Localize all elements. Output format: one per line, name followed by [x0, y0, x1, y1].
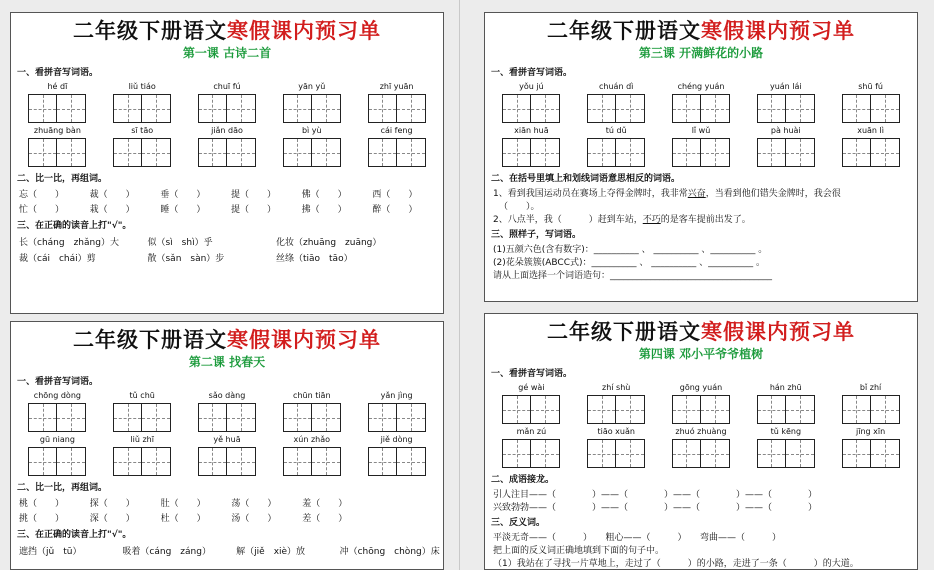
- writing-cell[interactable]: [701, 439, 730, 468]
- writing-cell[interactable]: [786, 395, 815, 424]
- writing-boxes: [757, 395, 815, 424]
- pattern-line-3: 请从上面选择一个词语造句：____________________________________: [493, 271, 773, 281]
- pinyin-label: zhī yuān: [379, 82, 414, 91]
- pinyin-label: chuī fú: [213, 82, 241, 91]
- section-heading: 一、看拼音写词语。: [17, 68, 99, 78]
- section-heading: 一、看拼音写词语。: [491, 68, 573, 78]
- pinyin-label: yuán lái: [769, 82, 802, 91]
- pinyin-word: [489, 82, 574, 123]
- pinyin-word: [828, 427, 913, 468]
- writing-cell[interactable]: [757, 439, 786, 468]
- writing-boxes: [757, 439, 815, 468]
- pinyin-word: [574, 383, 659, 424]
- lesson-title: 第一课 古诗二首: [182, 46, 272, 60]
- list-item: 佛（ ）: [301, 190, 347, 200]
- writing-cell[interactable]: [368, 138, 397, 167]
- list-item: 吸着（cáng záng）: [122, 547, 211, 557]
- pinyin-label: gōng yuán: [679, 383, 723, 392]
- writing-boxes: [283, 94, 341, 123]
- writing-cell[interactable]: [283, 94, 312, 123]
- writing-cell[interactable]: [672, 395, 701, 424]
- list-item: 化妆（zhuāng zuāng）: [275, 238, 382, 248]
- pinyin-word: [489, 427, 574, 468]
- writing-cell[interactable]: [842, 395, 871, 424]
- writing-cell[interactable]: [502, 138, 531, 167]
- section-heading: 一、看拼音写词语。: [491, 369, 573, 379]
- pinyin-word: [354, 126, 439, 167]
- pinyin-label: jiě dòng: [380, 435, 413, 444]
- writing-boxes: [587, 439, 645, 468]
- writing-boxes: [368, 403, 426, 432]
- idiom-chain-1: 引人注目——（ ）——（ ）——（ ）——（ ）: [493, 490, 818, 500]
- pattern-line-2: (2)花朵簇簇(ABCC式)：__________ 、 __________ 、__________ 。: [493, 258, 765, 268]
- writing-cell[interactable]: [198, 94, 227, 123]
- writing-boxes: [842, 439, 900, 468]
- list-item: 提（ ）: [230, 190, 276, 200]
- writing-cell[interactable]: [587, 395, 616, 424]
- writing-boxes: [198, 94, 256, 123]
- pinyin-label: lǐ wǔ: [691, 126, 711, 135]
- question-1-cont: （ ）。: [499, 202, 540, 212]
- writing-boxes: [502, 439, 560, 468]
- writing-boxes: [283, 447, 341, 476]
- writing-boxes: [368, 138, 426, 167]
- writing-cell[interactable]: [57, 138, 86, 167]
- writing-boxes: [198, 403, 256, 432]
- writing-cell[interactable]: [283, 403, 312, 432]
- pinyin-label: xuān lì: [857, 126, 884, 135]
- list-item: 杜（ ）: [160, 514, 206, 524]
- pinyin-grid: [485, 82, 917, 167]
- pinyin-word: [15, 391, 100, 432]
- pinyin-label: sī tāo: [131, 126, 154, 135]
- pinyin-label: yǒu jú: [519, 82, 544, 91]
- section-heading: 二、比一比，再组词。: [17, 174, 108, 184]
- pinyin-word: [743, 427, 828, 468]
- section-heading: 三、反义词。: [491, 518, 546, 528]
- writing-cell[interactable]: [227, 447, 256, 476]
- writing-cell[interactable]: [397, 403, 426, 432]
- lesson-title: 第二课 找春天: [188, 355, 266, 369]
- pinyin-label: xiān huā: [514, 126, 549, 135]
- pinyin-label: hé dī: [47, 82, 68, 91]
- list-item: 挑（ ）: [19, 514, 65, 524]
- pinyin-word: [659, 82, 744, 123]
- writing-boxes: [198, 447, 256, 476]
- pinyin-label: chūn tiān: [293, 391, 331, 400]
- writing-cell[interactable]: [113, 447, 142, 476]
- writing-cell[interactable]: [502, 94, 531, 123]
- writing-boxes: [283, 403, 341, 432]
- writing-cell[interactable]: [312, 94, 341, 123]
- writing-boxes: [28, 447, 86, 476]
- list-item: 遮挡（jǔ tū）: [19, 547, 82, 557]
- writing-cell[interactable]: [397, 447, 426, 476]
- list-item: 睡（ ）: [160, 205, 206, 215]
- pinyin-word: [828, 82, 913, 123]
- pinyin-word: [574, 126, 659, 167]
- pinyin-label: chéng yuán: [677, 82, 725, 91]
- list-item: 忙（ ）: [19, 205, 65, 215]
- pinyin-word: [15, 126, 100, 167]
- pinyin-word: [659, 383, 744, 424]
- writing-cell[interactable]: [842, 439, 871, 468]
- pinyin-word: [489, 126, 574, 167]
- list-item: 似（sì shì）乎: [147, 238, 213, 248]
- writing-cell[interactable]: [871, 94, 900, 123]
- lesson-title: 第四课 邓小平爷爷植树: [638, 347, 764, 361]
- writing-cell[interactable]: [616, 138, 645, 167]
- writing-cell[interactable]: [227, 138, 256, 167]
- writing-cell[interactable]: [57, 447, 86, 476]
- pinyin-label: tǔ chū: [129, 391, 155, 400]
- pinyin-word: [354, 391, 439, 432]
- writing-cell[interactable]: [871, 138, 900, 167]
- writing-cell[interactable]: [227, 94, 256, 123]
- pinyin-word: [185, 435, 270, 476]
- pinyin-label: tǔ kēng: [770, 427, 802, 436]
- list-item: 荡（ ）: [231, 499, 277, 509]
- list-item: 西（ ）: [372, 190, 418, 200]
- pinyin-word: [659, 427, 744, 468]
- pinyin-label: gū niang: [39, 435, 75, 444]
- list-item: 栽（ ）: [89, 205, 135, 215]
- pinyin-label: hán zhū: [769, 383, 802, 392]
- pinyin-label: xún zhǎo: [293, 435, 331, 444]
- writing-boxes: [502, 395, 560, 424]
- list-item: 探（ ）: [89, 499, 135, 509]
- list-item: 丝绦（tiāo tāo）: [275, 254, 353, 264]
- sheet-title: 二年级下册语文寒假课内预习单: [73, 328, 381, 352]
- writing-cell[interactable]: [701, 395, 730, 424]
- list-item: 解（jiě xiè）放: [236, 547, 306, 557]
- list-item: 羞（ ）: [302, 499, 348, 509]
- writing-cell[interactable]: [283, 138, 312, 167]
- writing-boxes: [113, 447, 171, 476]
- writing-boxes: [672, 395, 730, 424]
- list-item: 长（cháng zhǎng）大: [19, 238, 119, 248]
- writing-cell[interactable]: [198, 403, 227, 432]
- list-item: 差（ ）: [302, 514, 348, 524]
- writing-cell[interactable]: [786, 138, 815, 167]
- pinyin-word: [659, 126, 744, 167]
- pinyin-word: [743, 383, 828, 424]
- pinyin-label: sǎo dàng: [208, 391, 246, 400]
- pinyin-word: [15, 435, 100, 476]
- pinyin-label: mǎn zú: [516, 427, 547, 436]
- list-item: 裁（cái chái）剪: [19, 254, 96, 264]
- writing-cell[interactable]: [871, 439, 900, 468]
- writing-boxes: [368, 447, 426, 476]
- sheet-title: 二年级下册语文寒假课内预习单: [73, 19, 381, 43]
- pinyin-word: [269, 391, 354, 432]
- idiom-chain-2: 兴致勃勃——（ ）——（ ）——（ ）——（ ）: [493, 503, 818, 513]
- pinyin-word: [185, 82, 270, 123]
- writing-cell[interactable]: [312, 403, 341, 432]
- writing-cell[interactable]: [113, 138, 142, 167]
- section-heading: 一、看拼音写词语。: [17, 377, 99, 387]
- writing-boxes: [672, 439, 730, 468]
- writing-cell[interactable]: [672, 94, 701, 123]
- pinyin-label: chōng dòng: [33, 391, 81, 400]
- writing-cell[interactable]: [312, 138, 341, 167]
- pinyin-label: chuán dì: [599, 82, 634, 91]
- worksheet-lesson-4: [484, 313, 918, 570]
- pinyin-word: [185, 391, 270, 432]
- lesson-title: 第三课 开满鲜花的小路: [638, 46, 764, 60]
- section-heading: 三、在正确的读音上打"√"。: [17, 530, 132, 540]
- writing-cell[interactable]: [28, 138, 57, 167]
- list-item: 拂（ ）: [301, 205, 347, 215]
- antonym-sentence: （1）我站在了寻找一片草地上，走过了（ ）的小路，走进了一条（ ）的大道。: [493, 559, 859, 569]
- pinyin-label: bì yù: [301, 126, 322, 135]
- writing-cell[interactable]: [113, 403, 142, 432]
- writing-boxes: [28, 403, 86, 432]
- writing-cell[interactable]: [672, 138, 701, 167]
- pinyin-word: [100, 391, 185, 432]
- writing-boxes: [28, 94, 86, 123]
- writing-cell[interactable]: [502, 439, 531, 468]
- writing-cell[interactable]: [28, 403, 57, 432]
- writing-boxes: [113, 403, 171, 432]
- section-heading: 三、在正确的读音上打"√"。: [17, 221, 132, 231]
- writing-boxes: [672, 138, 730, 167]
- list-item: 垂（ ）: [160, 190, 206, 200]
- pinyin-label: liǔ zhī: [130, 435, 154, 444]
- writing-boxes: [672, 94, 730, 123]
- pinyin-word: [743, 82, 828, 123]
- writing-cell[interactable]: [871, 395, 900, 424]
- writing-boxes: [842, 138, 900, 167]
- pinyin-word: [354, 82, 439, 123]
- pronunciation-row: [11, 251, 443, 267]
- writing-cell[interactable]: [283, 447, 312, 476]
- writing-cell[interactable]: [28, 94, 57, 123]
- pinyin-word: [574, 427, 659, 468]
- pinyin-label: zhuó zhuàng: [675, 427, 727, 436]
- pinyin-label: yě huā: [213, 435, 241, 444]
- question-2: 2、八点半，我（ ）赶到车站，不巧的是客车提前出发了。: [493, 215, 751, 225]
- writing-cell[interactable]: [198, 138, 227, 167]
- pinyin-word: [100, 126, 185, 167]
- writing-cell[interactable]: [587, 439, 616, 468]
- writing-cell[interactable]: [57, 403, 86, 432]
- pinyin-word: [828, 126, 913, 167]
- writing-cell[interactable]: [28, 447, 57, 476]
- writing-boxes: [587, 395, 645, 424]
- sheet-title: 二年级下册语文寒假课内预习单: [547, 19, 855, 43]
- pinyin-label: yǎn jìng: [380, 391, 413, 400]
- writing-boxes: [842, 395, 900, 424]
- writing-cell[interactable]: [587, 138, 616, 167]
- writing-cell[interactable]: [531, 439, 560, 468]
- writing-cell[interactable]: [757, 138, 786, 167]
- worksheet-lesson-2: [10, 321, 444, 570]
- pinyin-label: tiāo xuǎn: [597, 427, 635, 436]
- list-item: 汤（ ）: [231, 514, 277, 524]
- writing-boxes: [587, 94, 645, 123]
- pinyin-grid: [11, 82, 443, 167]
- pinyin-word: [354, 435, 439, 476]
- pinyin-word: [269, 82, 354, 123]
- writing-cell[interactable]: [531, 395, 560, 424]
- pinyin-label: cái feng: [380, 126, 413, 135]
- pinyin-word: [828, 383, 913, 424]
- writing-boxes: [283, 138, 341, 167]
- writing-cell[interactable]: [113, 94, 142, 123]
- writing-cell[interactable]: [616, 439, 645, 468]
- antonym-instruction: 把上面的反义词正确地填到下面的句子中。: [493, 546, 665, 556]
- writing-cell[interactable]: [502, 395, 531, 424]
- pinyin-grid: [485, 383, 917, 468]
- writing-boxes: [502, 138, 560, 167]
- list-item: 醉（ ）: [372, 205, 418, 215]
- section-heading: 三、照样子，写词语。: [491, 230, 582, 240]
- compare-row: [11, 203, 443, 218]
- writing-boxes: [587, 138, 645, 167]
- writing-boxes: [757, 138, 815, 167]
- writing-cell[interactable]: [842, 138, 871, 167]
- compare-row: [11, 497, 443, 512]
- writing-cell[interactable]: [786, 94, 815, 123]
- writing-cell[interactable]: [616, 94, 645, 123]
- pinyin-label: gé wài: [518, 383, 545, 392]
- writing-cell[interactable]: [198, 447, 227, 476]
- writing-cell[interactable]: [616, 395, 645, 424]
- pronunciation-row: [11, 544, 443, 560]
- writing-cell[interactable]: [531, 138, 560, 167]
- pinyin-word: [269, 126, 354, 167]
- pinyin-label: yān yǔ: [298, 82, 326, 91]
- writing-cell[interactable]: [368, 403, 397, 432]
- list-item: 裁（ ）: [89, 190, 135, 200]
- pronunciation-row: [11, 235, 443, 251]
- pinyin-label: jīng xīn: [856, 427, 886, 436]
- writing-cell[interactable]: [368, 447, 397, 476]
- section-heading: 二、比一比，再组词。: [17, 483, 108, 493]
- writing-cell[interactable]: [531, 94, 560, 123]
- pinyin-word: [100, 435, 185, 476]
- worksheet-lesson-3: [484, 12, 918, 302]
- writing-cell[interactable]: [142, 138, 171, 167]
- writing-cell[interactable]: [368, 94, 397, 123]
- question-1: 1、看到我国运动员在赛场上夺得金牌时，我非常兴奋，当看到他们错失金牌时，我会很: [493, 189, 841, 199]
- pinyin-word: [100, 82, 185, 123]
- writing-boxes: [502, 94, 560, 123]
- pinyin-label: jiǎn dāo: [211, 126, 243, 135]
- writing-boxes: [757, 94, 815, 123]
- writing-boxes: [28, 138, 86, 167]
- writing-cell[interactable]: [142, 403, 171, 432]
- writing-boxes: [368, 94, 426, 123]
- pattern-line-1: (1)五颜六色(含有数字)：__________ 、 __________ 、__________ 。: [493, 245, 768, 255]
- writing-cell[interactable]: [587, 94, 616, 123]
- pinyin-label: tú dǔ: [605, 126, 627, 135]
- list-item: 提（ ）: [230, 205, 276, 215]
- pinyin-word: [269, 435, 354, 476]
- pinyin-word: [489, 383, 574, 424]
- antonym-line: 平淡无奇——（ ） 粗心——（ ） 弯曲——（ ）: [493, 533, 782, 543]
- sheet-title: 二年级下册语文寒假课内预习单: [547, 320, 855, 344]
- pinyin-label: zhí shù: [602, 383, 631, 392]
- writing-cell[interactable]: [786, 439, 815, 468]
- writing-cell[interactable]: [312, 447, 341, 476]
- pinyin-word: [185, 126, 270, 167]
- writing-cell[interactable]: [842, 94, 871, 123]
- writing-cell[interactable]: [701, 94, 730, 123]
- pinyin-word: [15, 82, 100, 123]
- writing-boxes: [113, 94, 171, 123]
- writing-cell[interactable]: [701, 138, 730, 167]
- compare-row: [11, 188, 443, 203]
- pinyin-label: bǐ zhí: [859, 383, 882, 392]
- writing-cell[interactable]: [57, 94, 86, 123]
- section-heading: 二、在括号里填上和划线词语意思相反的词语。: [491, 174, 681, 184]
- list-item: 散（sǎn sàn）步: [147, 254, 225, 264]
- writing-cell[interactable]: [227, 403, 256, 432]
- writing-cell[interactable]: [142, 447, 171, 476]
- pinyin-word: [574, 82, 659, 123]
- list-item: 冲（chōng chòng）床: [339, 547, 440, 557]
- pinyin-label: shū fú: [858, 82, 883, 91]
- pinyin-label: pà huài: [770, 126, 801, 135]
- section-heading: 二、成语接龙。: [491, 475, 555, 485]
- list-item: 忘（ ）: [19, 190, 65, 200]
- pinyin-word: [743, 126, 828, 167]
- compare-row: [11, 512, 443, 527]
- list-item: 桃（ ）: [19, 499, 65, 509]
- list-item: 深（ ）: [89, 514, 135, 524]
- writing-cell[interactable]: [672, 439, 701, 468]
- page-divider: [459, 0, 460, 570]
- writing-cell[interactable]: [397, 94, 426, 123]
- writing-boxes: [198, 138, 256, 167]
- writing-cell[interactable]: [397, 138, 426, 167]
- pinyin-label: zhuāng bàn: [33, 126, 81, 135]
- writing-cell[interactable]: [757, 94, 786, 123]
- pinyin-grid: [11, 391, 443, 476]
- writing-boxes: [113, 138, 171, 167]
- writing-cell[interactable]: [142, 94, 171, 123]
- writing-cell[interactable]: [757, 395, 786, 424]
- pinyin-label: liǔ tiáo: [128, 82, 156, 91]
- writing-boxes: [842, 94, 900, 123]
- list-item: 肚（ ）: [160, 499, 206, 509]
- worksheet-lesson-1: [10, 12, 444, 314]
